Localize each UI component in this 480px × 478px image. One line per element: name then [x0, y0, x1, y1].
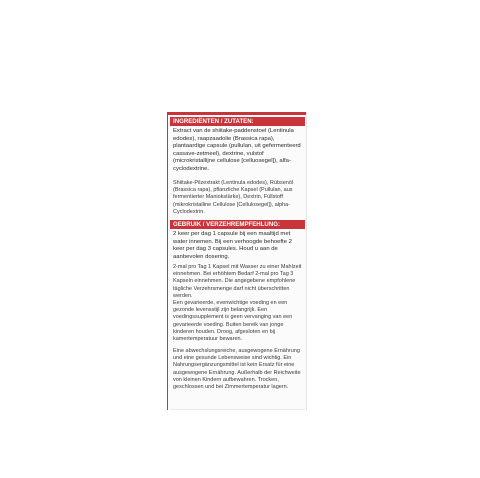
- product-label-panel: [167, 112, 307, 410]
- ingredients-header: INGREDIËNTEN / ZUTATEN:: [170, 117, 305, 126]
- ingredients-text-nl: Extract van de shiitake-paddenstoel (Lentinula edodes), raapzaadolie (Brassica rapa), plantaardige capsule (pullulan, uit gefermenteerd cassave-zetmeel), dextrine, vulstof (microkristallijne cellulose [celluosegel]), alfa-cyclodextrine.: [173, 128, 301, 172]
- usage-text-nl: 2 keer per dag 1 capsule bij een maaltijd met water innemen. Bij een verhoogde behoefte 2 keer per dag 3 capsules. Houd u aan de aanbevolen dosering.: [173, 231, 292, 260]
- usage-text-de: 2-mal pro Tag 1 Kapsel mit Wasser zu einer Mahlzeit einnehmen. Bei erhöhtem Bedarf 2-mal pro Tag 3 Kapseln einnehmen. Die angegebene empfohlene tägliche Verzehrsmenge darf nicht überschritten werden.: [173, 264, 302, 299]
- warning-text-nl: Een gevarieerde, evenwichtige voeding en een gezonde levensstijl zijn belangrijk. Een voedingssupplement is geen vervanging van een gevarieerde voeding. Buiten bereik van jonge kinderen houden. Droog, afgesloten en bij kamertemperatuur bewaren.: [173, 300, 293, 343]
- label-bottom-rule: [170, 409, 305, 410]
- usage-header: GEBRUIK / VERZEHREMPFEHLUNG:: [170, 220, 305, 229]
- label-top-strip: [168, 112, 306, 115]
- warning-text-de: Eine abwechslungsreiche, ausgewogene Ernährung und eine gesunde Lebensweise sind wichtig. Ein Nahrungsergänzungsmittel ist kein Ersatz für eine ausgewogene Ernährung. Außerhalb der Reichweite von kleinen Kindern aufbewahren. Trocken, geschlossen und bei Zimmertemperatur lagern.: [173, 348, 301, 391]
- ingredients-text-de: Shiitake-Pilzextrakt (Lentinula edodes), Rübsenöl (Brassica rapa), pflanzliche Kapsel (Pullulan, aus fermentierter Maniokstärke), Dextrin, Füllstoff (mikrokristalline Cellulose [Cellulosegel]), alpha-Cyclodextrin.: [173, 180, 294, 215]
